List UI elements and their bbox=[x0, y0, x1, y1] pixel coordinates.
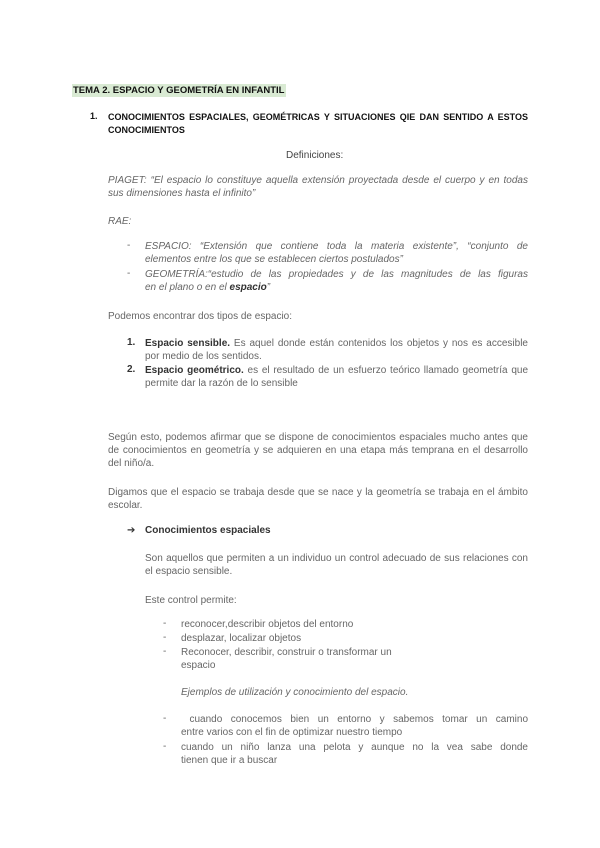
type-number: 2. bbox=[127, 364, 136, 375]
arrow-icon: ➔ bbox=[127, 525, 136, 536]
section-number: 1. bbox=[90, 111, 98, 121]
types-intro: Podemos encontrar dos tipos de espacio: bbox=[108, 311, 292, 322]
type-number: 1. bbox=[127, 337, 136, 348]
type-espacio-geometrico bbox=[145, 364, 528, 390]
type-label: Espacio geométrico. bbox=[145, 365, 244, 376]
section-heading: CONOCIMIENTOS ESPACIALES, GEOMÉTRICAS Y SITUACIONES QIE DAN SENTIDO A ESTOS CONOCIMIENTOS bbox=[108, 112, 528, 135]
control-item-line2: espacio bbox=[181, 660, 216, 671]
rae-item-dash: - bbox=[127, 240, 131, 251]
type-description: Es aquel donde están contenidos los objetos y nos es accesible por medio de los sentidos. bbox=[145, 338, 528, 362]
rae-geometria-line2-post: ” bbox=[266, 282, 271, 293]
example-item-dash: - bbox=[163, 713, 167, 724]
rae-geometria-bold: espacio bbox=[229, 282, 267, 293]
paragraph-1: Según esto, podemos afirmar que se dispone de conocimientos espaciales mucho antes que de conocimientos en geometría y se adquieren en una etapa más temprana en el desarrollo del niño/a. bbox=[108, 432, 528, 469]
piaget-quote: PIAGET: “El espacio lo constituye aquella extensión proyectada desde el cuerpo y en todas sus dimensiones hasta el infinito” bbox=[108, 175, 528, 199]
paragraph-2: Digamos que el espacio se trabaja desde que se nace y la geometría se trabaja en el ámbito escolar. bbox=[108, 487, 528, 511]
type-espacio-sensible bbox=[145, 337, 528, 363]
document-title: TEMA 2. ESPACIO Y GEOMETRÍA EN INFANTIL bbox=[73, 85, 285, 96]
definitions-heading-text: Definiciones: bbox=[286, 150, 344, 161]
rae-espacio-line2: elementos entre los que se establecen ciertos postulados” bbox=[145, 254, 403, 265]
example-item-line1: cuando conocemos bien un entorno y sabemos tomar un camino bbox=[181, 714, 528, 725]
rae-label: RAE: bbox=[108, 216, 132, 227]
rae-espacio-line1: ESPACIO: “Extensión que contiene toda la materia existente”, “conjunto de bbox=[145, 241, 528, 252]
example-item-line2: entre varios con el fin de optimizar nuestro tiempo bbox=[181, 727, 403, 738]
rae-geometria-line2-pre: en el plano o en el bbox=[145, 282, 230, 293]
examples-heading: Ejemplos de utilización y conocimiento del espacio. bbox=[181, 687, 409, 698]
rae-item-dash: - bbox=[127, 268, 131, 279]
control-intro: Este control permite: bbox=[145, 595, 237, 606]
rae-geometria-line2 bbox=[145, 281, 270, 294]
definitions-heading bbox=[72, 150, 528, 161]
control-item-dash: - bbox=[163, 632, 167, 643]
control-item-dash: - bbox=[163, 646, 167, 657]
paragraph-3: Son aquellos que permiten a un individuo un control adecuado de sus relaciones con el espacio sensible. bbox=[145, 553, 528, 577]
example-item-line2: tienen que ir a buscar bbox=[181, 755, 278, 766]
subsection-heading: Conocimientos espaciales bbox=[145, 525, 271, 536]
type-description: es el resultado de un esfuerzo teórico llamado geometría que permite dar la razón de lo sensible bbox=[145, 365, 529, 389]
control-item: desplazar, localizar objetos bbox=[181, 633, 302, 644]
example-item-dash: - bbox=[163, 741, 167, 752]
control-item: reconocer,describir objetos del entorno bbox=[181, 619, 354, 630]
rae-geometria-line1: GEOMETRÍA:“estudio de las propiedades y de las magnitudes de las figuras bbox=[145, 269, 528, 280]
type-label: Espacio sensible. bbox=[145, 338, 231, 349]
example-item-line1: cuando un niño lanza una pelota y aunque no la vea sabe donde bbox=[181, 742, 528, 753]
control-item-dash: - bbox=[163, 618, 167, 629]
control-item-line1: Reconocer, describir, construir o transformar un bbox=[181, 647, 392, 658]
